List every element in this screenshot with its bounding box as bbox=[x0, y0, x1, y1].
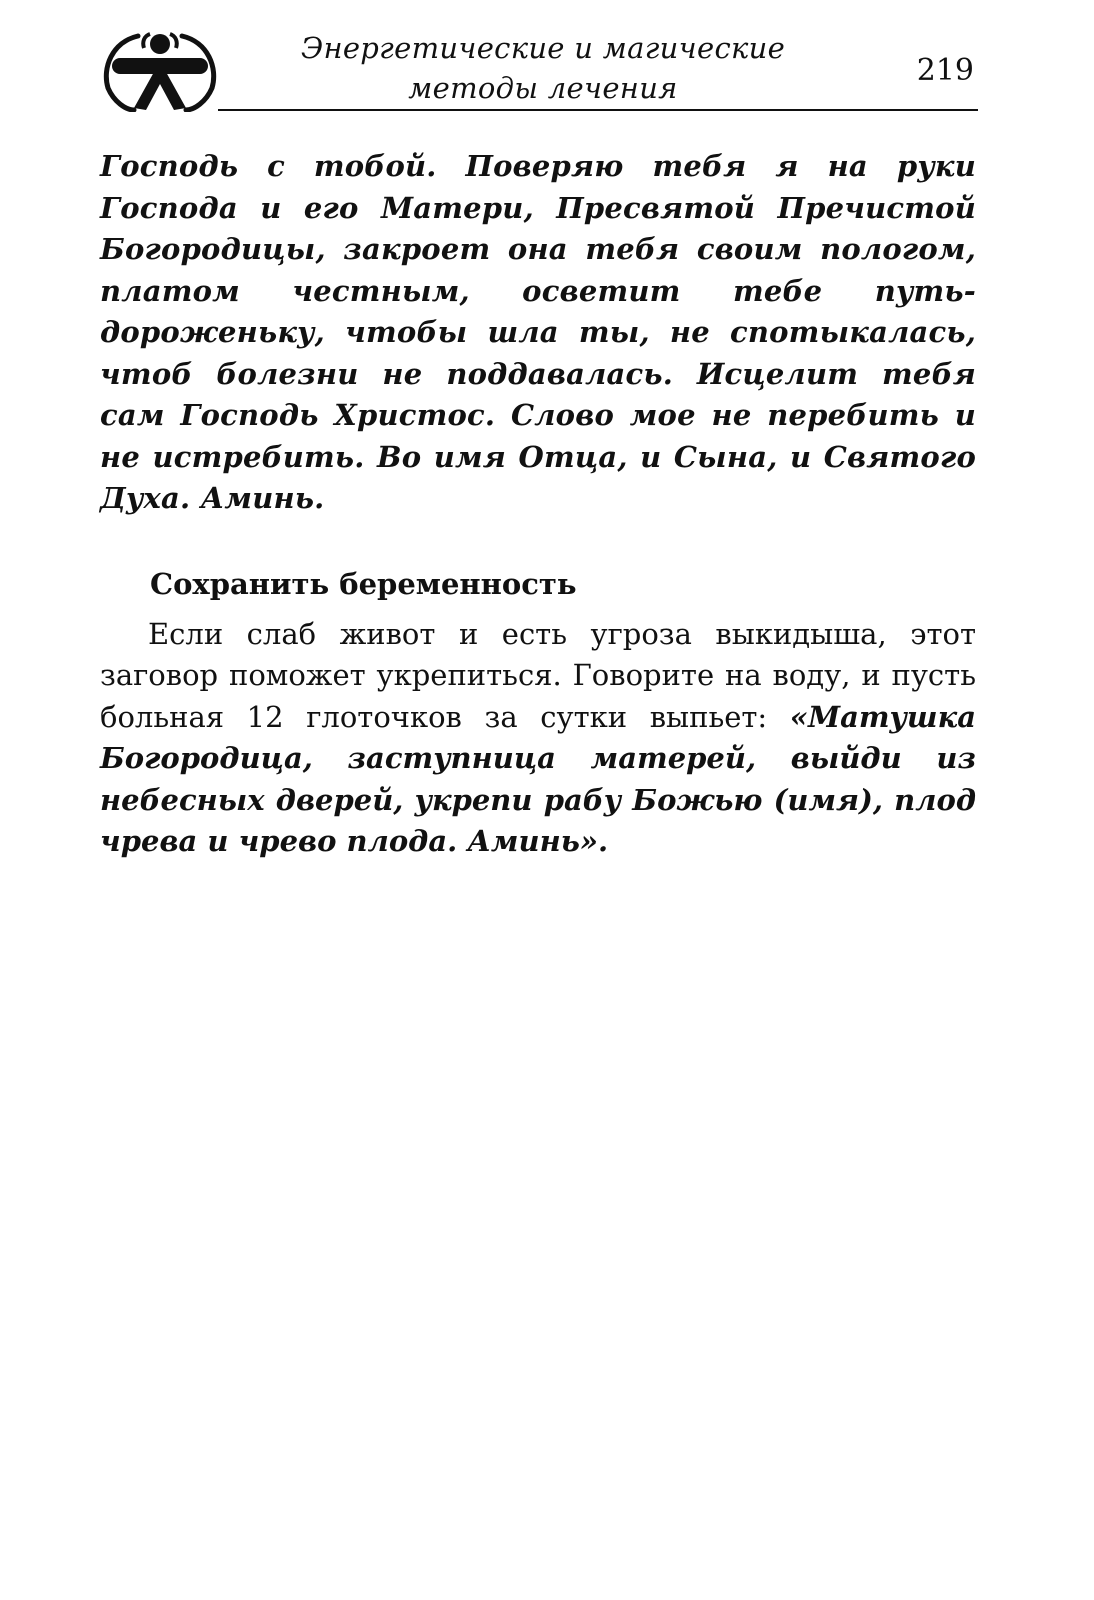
section-heading: Сохранить беременность bbox=[150, 566, 577, 601]
stick-figure-emblem-icon bbox=[98, 28, 222, 112]
running-header bbox=[98, 28, 978, 114]
running-header-title bbox=[294, 28, 792, 108]
paragraph-quote: «Матушка Богородица, заступница матерей, выйди из небесных дверей, укрепи рабу Божью (имя), плод чрева и чрево плода. Аминь». bbox=[100, 699, 976, 858]
paragraph-intro: Если слаб живот и есть угроза выкидыша, этот заговор поможет укрепиться. Говорите на воду, и пусть больная 12 глоточков за сутки выпьет: bbox=[100, 616, 976, 734]
prayer-text: Господь с тобой. Поверяю тебя я на руки Господа и его Матери, Пресвятой Пречистой Богородицы, закроет она тебя своим пологом, платом честным, осветит тебе путь-дороженьку, чтобы шла ты, не спотыкалась, чтоб болезни не поддавалась. Исцелит тебя сам Господь Христос. Слово мое не перебить и не истребить. Во имя Отца, и Сына, и Святого Духа. Аминь. bbox=[100, 149, 976, 515]
page-number: 219 bbox=[916, 53, 974, 88]
page-content bbox=[100, 146, 976, 863]
header-title-line-2: методы лечения bbox=[408, 71, 678, 105]
header-divider bbox=[218, 109, 978, 111]
header-title-line-1: Энергетические и магические bbox=[300, 31, 786, 65]
section-paragraph bbox=[100, 614, 976, 863]
